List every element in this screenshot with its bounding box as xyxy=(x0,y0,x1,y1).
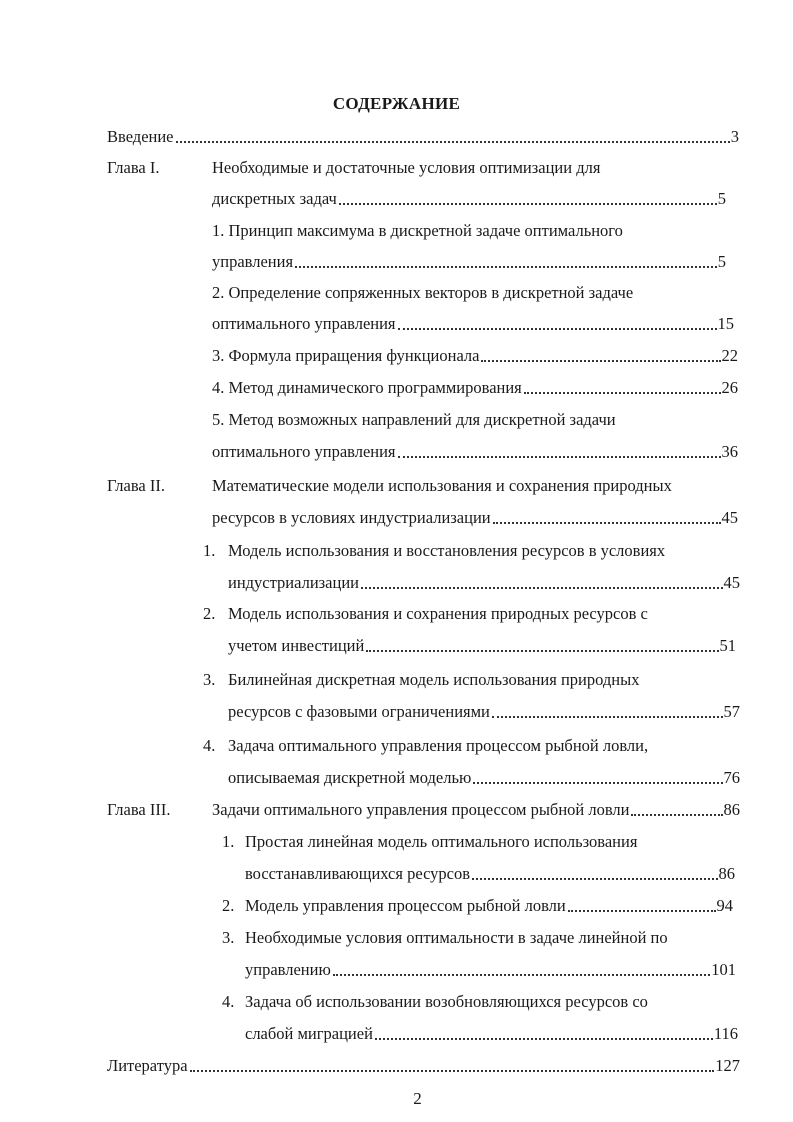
section-title[interactable]: Модель использования и сохранения природных ресурсов с xyxy=(228,604,648,623)
dot-leader xyxy=(492,716,723,718)
dot-leader xyxy=(524,392,721,394)
dot-leader xyxy=(176,141,730,143)
section-number: 1. xyxy=(222,832,235,851)
chapter-label: Глава II. xyxy=(107,476,165,495)
toc-entry[interactable] xyxy=(245,1023,738,1045)
page-ref: 22 xyxy=(721,346,738,365)
chapter-label: Глава III. xyxy=(107,800,171,819)
chapter-label: Глава I. xyxy=(107,158,160,177)
dot-leader xyxy=(493,522,721,524)
page-ref: 101 xyxy=(711,960,736,979)
entry-text: восстанавливающихся ресурсов xyxy=(245,864,471,883)
toc-entry[interactable] xyxy=(228,635,736,657)
toc-entry[interactable] xyxy=(228,701,740,723)
page-ref: 57 xyxy=(723,702,740,721)
entry-text: Модель управления процессом рыбной ловли xyxy=(245,896,566,915)
page-number: 2 xyxy=(413,1089,422,1108)
toc-entry[interactable] xyxy=(212,377,738,399)
toc-entry[interactable] xyxy=(245,895,733,917)
dot-leader xyxy=(473,782,722,784)
section-title[interactable]: 5. Метод возможных направлений для дискретной задачи xyxy=(212,410,616,429)
page-title: СОДЕРЖАНИЕ xyxy=(332,94,461,113)
dot-leader xyxy=(568,910,716,912)
dot-leader xyxy=(361,587,723,589)
page-ref: 86 xyxy=(723,800,740,819)
dot-leader xyxy=(398,328,717,330)
toc-entry[interactable] xyxy=(228,572,740,594)
dot-leader xyxy=(339,203,717,205)
entry-text: Задачи оптимального управления процессом рыбной ловли xyxy=(212,800,630,819)
entry-text: 3. Формула приращения функционала xyxy=(212,346,480,365)
entry-text: описываемая дискретной моделью xyxy=(228,768,472,787)
section-title[interactable]: Билинейная дискретная модель использования природных xyxy=(228,670,640,689)
toc-entry[interactable] xyxy=(212,251,726,273)
toc-entry[interactable] xyxy=(212,345,738,367)
page-ref: 5 xyxy=(717,189,726,208)
section-number: 2. xyxy=(203,604,216,623)
toc-entry[interactable] xyxy=(245,863,735,885)
entry-text: ресурсов с фазовыми ограничениями xyxy=(228,702,490,721)
page-ref: 45 xyxy=(721,508,738,527)
dot-leader xyxy=(295,266,717,268)
dot-leader xyxy=(190,1070,715,1072)
section-number: 4. xyxy=(222,992,235,1011)
toc-entry[interactable] xyxy=(212,799,740,821)
entry-text: учетом инвестиций xyxy=(228,636,365,655)
section-title[interactable]: 2. Определение сопряженных векторов в дискретной задаче xyxy=(212,283,634,302)
entry-text: оптимального управления xyxy=(212,442,396,461)
section-title[interactable]: Задача оптимального управления процессом рыбной ловли, xyxy=(228,736,649,755)
chapter-title[interactable]: Математические модели использования и сохранения природных xyxy=(212,476,672,495)
entry-text: управлению xyxy=(245,960,331,979)
entry-text: дискретных задач xyxy=(212,189,337,208)
chapter-title[interactable]: Необходимые и достаточные условия оптимизации для xyxy=(212,158,601,177)
dot-leader xyxy=(481,360,720,362)
toc-entry-intro[interactable] xyxy=(107,126,739,148)
page-ref: 127 xyxy=(715,1056,740,1075)
entry-text: управления xyxy=(212,252,294,271)
entry-text: индустриализации xyxy=(228,573,359,592)
section-title[interactable]: Простая линейная модель оптимального использования xyxy=(245,832,638,851)
page-ref: 45 xyxy=(723,573,740,592)
section-title[interactable]: Необходимые условия оптимальности в задаче линейной по xyxy=(245,928,668,947)
entry-text: Литература xyxy=(107,1056,188,1075)
page-ref: 86 xyxy=(718,864,735,883)
section-number: 1. xyxy=(203,541,216,560)
page-ref: 15 xyxy=(717,314,734,333)
dot-leader xyxy=(375,1038,713,1040)
page-ref: 36 xyxy=(721,442,738,461)
section-title[interactable]: 1. Принцип максимума в дискретной задаче оптимального xyxy=(212,221,623,240)
section-number: 4. xyxy=(203,736,216,755)
entry-text: Введение xyxy=(107,127,174,146)
page-ref: 116 xyxy=(713,1024,738,1043)
page-ref: 5 xyxy=(717,252,726,271)
toc-entry-literature[interactable] xyxy=(107,1055,740,1077)
entry-text: ресурсов в условиях индустриализации xyxy=(212,508,491,527)
dot-leader xyxy=(366,650,718,652)
dot-leader xyxy=(472,878,717,880)
toc-entry[interactable] xyxy=(245,959,736,981)
page-ref: 94 xyxy=(716,896,733,915)
page-ref: 3 xyxy=(730,127,739,146)
toc-entry[interactable] xyxy=(212,188,726,210)
entry-text: слабой миграцией xyxy=(245,1024,373,1043)
section-number: 3. xyxy=(222,928,235,947)
page-ref: 51 xyxy=(719,636,736,655)
toc-entry[interactable] xyxy=(212,507,738,529)
entry-text: 4. Метод динамического программирования xyxy=(212,378,522,397)
toc-entry[interactable] xyxy=(228,767,740,789)
page-ref: 76 xyxy=(723,768,740,787)
dot-leader xyxy=(398,456,721,458)
toc-entry[interactable] xyxy=(212,313,734,335)
section-title[interactable]: Задача об использовании возобновляющихся ресурсов со xyxy=(245,992,648,1011)
toc-entry[interactable] xyxy=(212,441,738,463)
entry-text: оптимального управления xyxy=(212,314,396,333)
section-title[interactable]: Модель использования и восстановления ресурсов в условиях xyxy=(228,541,666,560)
dot-leader xyxy=(333,974,710,976)
page-ref: 26 xyxy=(721,378,738,397)
dot-leader xyxy=(631,814,722,816)
section-number: 2. xyxy=(222,896,235,915)
section-number: 3. xyxy=(203,670,216,689)
